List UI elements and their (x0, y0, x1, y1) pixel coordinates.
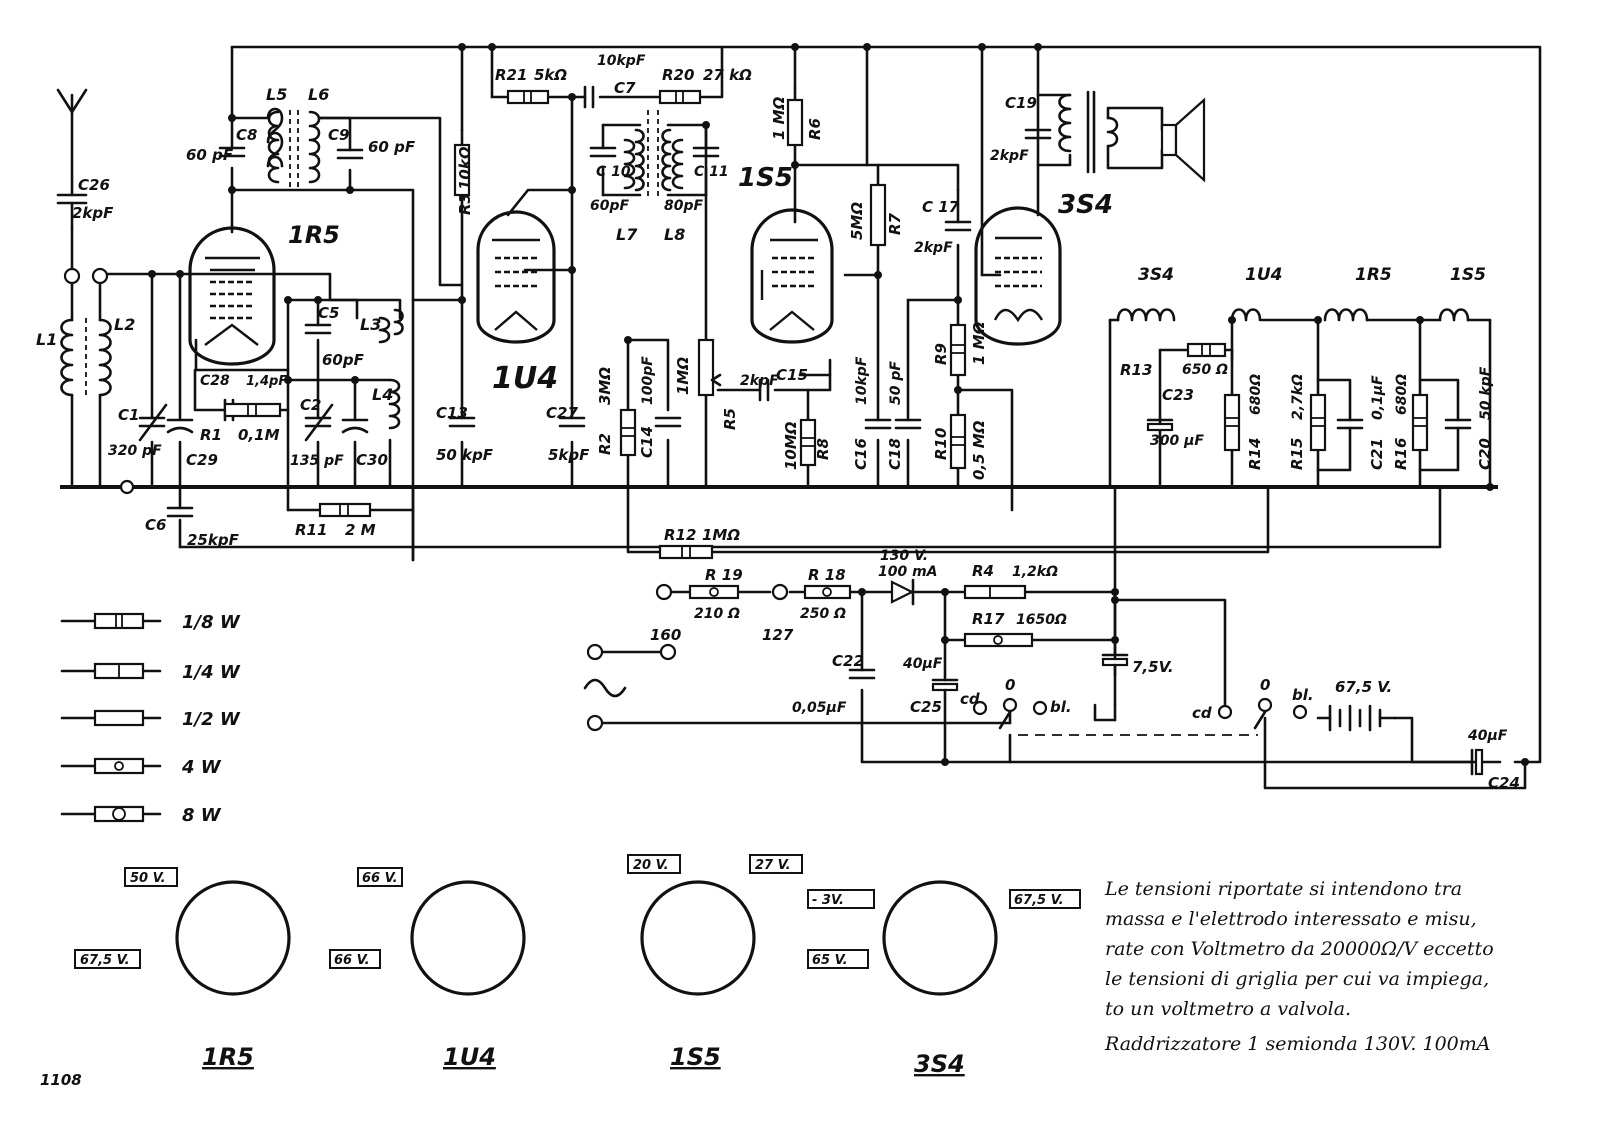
tube-1u4 (478, 212, 558, 396)
r8-resistor (801, 420, 815, 465)
c17-capacitor (946, 222, 970, 230)
label-r19: R 19 (705, 566, 743, 584)
note-line-2: massa e l'elettrodo interessato e misu, (1105, 908, 1477, 930)
label-r15: R15 (1288, 437, 1306, 470)
label-c20-value: 50 kpF (1478, 366, 1494, 420)
label-diode-current: 100 mA (878, 564, 938, 580)
svg-text:67,5 V.: 67,5 V. (1014, 893, 1064, 908)
label-bl-b: bl. (1292, 686, 1314, 704)
label-c6: C6 (145, 516, 167, 534)
label-c20: C20 (1476, 438, 1494, 470)
label-r13: R13 (1120, 361, 1153, 379)
label-r13-value: 650 Ω (1182, 362, 1228, 378)
pinout-1r5 (75, 868, 289, 1071)
label-7-5v: 7,5V. (1132, 658, 1174, 676)
label-r7-value: 5MΩ (848, 201, 866, 240)
pinout-3s4 (808, 882, 1080, 1078)
svg-text:66 V.: 66 V. (334, 953, 370, 968)
pinout-3s4-label: 3S4 (914, 1050, 965, 1078)
label-c8-value: 60 pF (186, 146, 234, 164)
label-diode-voltage: 130 V. (880, 548, 929, 564)
r12-resistor (660, 546, 712, 558)
label-c26: C26 (78, 176, 110, 194)
pinout-1s5 (628, 855, 802, 1071)
svg-text:- 3V.: - 3V. (812, 893, 844, 908)
c29-capacitor (168, 420, 192, 432)
r9-resistor (951, 325, 965, 375)
label-r10-value: 0,5 MΩ (970, 420, 988, 480)
label-c7-value: 10kpF (597, 53, 646, 69)
r5-potentiometer (699, 340, 713, 395)
r2-resistor (621, 410, 635, 455)
legend-row (62, 805, 222, 826)
label-r2: R2 (596, 433, 614, 455)
label-r14: R14 (1246, 437, 1264, 470)
label-c1: C1 (118, 406, 140, 424)
label-r15-value: 2,7kΩ (1290, 373, 1306, 420)
label-r12-value: 1MΩ (702, 526, 741, 544)
resistors (225, 91, 1427, 646)
label-c9-value: 60 pF (368, 138, 416, 156)
label-r11: R11 (295, 521, 328, 539)
label-c24: C24 (1488, 774, 1520, 792)
legend-row (62, 709, 241, 730)
label-c25: C25 (910, 698, 942, 716)
r21-resistor (508, 91, 548, 103)
pinout-1u4-label: 1U4 (443, 1043, 496, 1071)
label-r20-value: 27 kΩ (703, 66, 752, 84)
label-c8: C8 (236, 126, 258, 144)
label-r5: R5 (721, 408, 739, 430)
legend-row (62, 757, 222, 778)
legend-row (62, 662, 241, 683)
label-fil-1u4: 1U4 (1245, 265, 1283, 285)
tube-1u4-label: 1U4 (492, 361, 559, 396)
legend-row (62, 612, 241, 633)
label-c9: C9 (328, 126, 350, 144)
c10-capacitor (591, 148, 615, 156)
pinout-1s5-label: 1S5 (670, 1043, 721, 1071)
label-r8-value: 10MΩ (782, 421, 800, 470)
label-c21: C21 (1368, 438, 1386, 470)
label-r4: R4 (972, 562, 994, 580)
label-r12: R12 (664, 526, 697, 544)
label-c11-value: 80pF (664, 198, 704, 214)
tube-3s4 (976, 190, 1113, 344)
label-c23-value: 300 µF (1150, 433, 1204, 449)
c75-capacitor (1103, 655, 1127, 705)
label-c23: C23 (1162, 386, 1194, 404)
label-c1-value: 320 pF (108, 443, 162, 459)
c7-capacitor (585, 87, 593, 107)
legend-label: 8 W (182, 805, 221, 826)
label-c19: C19 (1005, 94, 1037, 112)
c14-capacitor (656, 418, 680, 426)
label-c16: C16 (852, 438, 870, 470)
rectifier-diode (892, 580, 913, 604)
label-c28: C28 (200, 373, 230, 389)
label-fil-3s4: 3S4 (1138, 265, 1174, 285)
c30-capacitor (343, 420, 367, 432)
r14-resistor (1225, 395, 1239, 450)
label-r16-value: 680Ω (1394, 373, 1410, 415)
c18-capacitor (896, 420, 920, 428)
label-l3: L3 (360, 315, 382, 334)
label-switch-0a: 0 (1005, 676, 1016, 694)
c16-capacitor (866, 420, 890, 428)
label-fil-1r5: 1R5 (1355, 265, 1392, 285)
label-c22: C22 (832, 652, 864, 670)
battery-67v (1330, 706, 1395, 730)
label-c14-value: 100pF (640, 356, 656, 405)
label-c27-value: 5kpF (548, 446, 590, 464)
pinout-1r5-label: 1R5 (202, 1043, 254, 1071)
page-number: 1108 (40, 1071, 82, 1089)
tube-3s4-label: 3S4 (1058, 190, 1113, 220)
label-r18-value: 250 Ω (800, 606, 846, 622)
note-line-1: Le tensioni riportate si intendono tra (1105, 878, 1463, 900)
label-c10-value: 60pF (590, 198, 630, 214)
label-c25-value: 40µF (903, 656, 943, 672)
label-c28-value: 1,4pF (246, 374, 288, 389)
label-c27: C27 (546, 404, 578, 422)
label-r10: R10 (932, 427, 950, 460)
label-c2-value: 135 pF (290, 453, 344, 469)
r13-resistor (1188, 344, 1225, 356)
label-r6-value: 1 MΩ (770, 96, 788, 140)
r7-resistor (871, 185, 885, 245)
r4-resistor (965, 586, 1025, 598)
note-line-6: Raddrizzatore 1 semionda 130V. 100mA (1105, 1033, 1491, 1055)
label-r20: R20 (662, 66, 695, 84)
label-c5-value: 60pF (322, 351, 364, 369)
c9-capacitor (338, 150, 362, 158)
label-r1-value: 0,1M (238, 426, 280, 444)
label-c13: C13 (436, 404, 468, 422)
label-r9-value: 1 MΩ (970, 321, 988, 365)
label-r5-value: 1MΩ (674, 356, 692, 395)
voltage-note (1104, 878, 1494, 1055)
label-c5: C5 (318, 304, 340, 322)
svg-text:67,5 V.: 67,5 V. (80, 953, 130, 968)
label-c13-value: 50 kpF (436, 446, 494, 464)
svg-text:20 V.: 20 V. (633, 858, 669, 873)
label-r21: R21 (495, 66, 528, 84)
label-l2: L2 (114, 315, 136, 334)
label-c18-value: 50 pF (888, 361, 904, 405)
label-c18: C18 (886, 438, 904, 470)
label-r2-value: 3MΩ (596, 366, 614, 405)
r6-resistor (788, 100, 802, 145)
r11-resistor (320, 504, 370, 516)
label-c21-value: 0,1µF (1370, 375, 1386, 420)
label-r6: R6 (806, 118, 824, 140)
r16-resistor (1413, 395, 1427, 450)
label-r3-value: 10kΩ (456, 146, 474, 190)
note-line-3: rate con Voltmetro da 20000Ω/V eccetto (1105, 938, 1494, 960)
label-c24-value: 40µF (1468, 728, 1508, 744)
label-l5: L5 (266, 85, 288, 104)
label-r9: R9 (932, 343, 950, 365)
label-c14: C14 (638, 426, 656, 458)
svg-text:50 V.: 50 V. (130, 871, 166, 886)
label-c30: C30 (356, 451, 388, 469)
label-c15: C15 (776, 366, 808, 384)
label-r16: R16 (1392, 437, 1410, 470)
legend-label: 1/4 W (182, 662, 240, 683)
label-r8: R8 (814, 438, 832, 460)
label-bl-a: bl. (1050, 698, 1072, 716)
label-cd-a: cd (960, 690, 980, 708)
label-67-5v: 67,5 V. (1335, 678, 1393, 696)
label-r18: R 18 (808, 566, 846, 584)
label-cd-b: cd (1192, 704, 1212, 722)
label-fil-1s5: 1S5 (1450, 265, 1486, 285)
tube-1s5-label: 1S5 (738, 163, 793, 193)
label-r1: R1 (200, 426, 222, 444)
label-r14-value: 680Ω (1248, 373, 1264, 415)
tube-1r5-label: 1R5 (288, 221, 340, 249)
label-r3: R3 (456, 193, 474, 215)
label-c11: C 11 (694, 164, 729, 180)
label-c15-value: 2kpF (740, 373, 779, 389)
c5-capacitor (306, 325, 330, 333)
label-c6-value: 25kpF (187, 531, 239, 549)
label-c22-value: 0,05µF (792, 700, 847, 716)
label-r19-value: 210 Ω (694, 606, 740, 622)
label-r17-value: 1650Ω (1016, 612, 1067, 628)
r1-resistor (225, 404, 280, 416)
label-c17-value: 2kpF (914, 240, 953, 256)
label-160: 160 (650, 626, 682, 644)
svg-text:27 V.: 27 V. (755, 858, 791, 873)
note-line-4: le tensioni di griglia per cui va impiega, (1105, 968, 1490, 990)
r10-resistor (951, 415, 965, 468)
legend-label: 4 W (182, 757, 221, 778)
pinout-1u4 (330, 868, 524, 1071)
label-r7: R7 (886, 213, 904, 235)
label-r17: R17 (972, 610, 1005, 628)
svg-text:65 V.: 65 V. (812, 953, 848, 968)
label-r21-value: 5kΩ (534, 66, 568, 84)
label-c17: C 17 (922, 198, 960, 216)
legend-label: 1/8 W (182, 612, 240, 633)
c22-capacitor (850, 670, 874, 678)
wattage-legend (62, 612, 241, 826)
label-c2: C2 (300, 396, 322, 414)
r15-resistor (1311, 395, 1325, 450)
label-l1: L1 (36, 330, 58, 349)
svg-text:66 V.: 66 V. (362, 871, 398, 886)
c6-capacitor (168, 508, 192, 516)
label-l6: L6 (308, 85, 330, 104)
label-c26-value: 2kpF (72, 204, 114, 222)
label-c16-value: 10kpF (854, 356, 870, 405)
note-line-5: to un voltmetro a valvola. (1105, 998, 1352, 1020)
label-c10: C 10 (596, 164, 631, 180)
label-c7: C7 (614, 79, 636, 97)
label-c29: C29 (186, 451, 218, 469)
label-switch-0b: 0 (1260, 676, 1271, 694)
label-l8: L8 (664, 225, 686, 244)
label-l4: L4 (372, 385, 394, 404)
label-c19-value: 2kpF (990, 148, 1029, 164)
label-127: 127 (762, 626, 794, 644)
r20-resistor (660, 91, 700, 103)
label-r11-value: 2 M (345, 521, 376, 539)
label-l7: L7 (616, 225, 638, 244)
tube-1s5 (738, 163, 832, 342)
label-r4-value: 1,2kΩ (1012, 564, 1059, 580)
legend-label: 1/2 W (182, 709, 240, 730)
